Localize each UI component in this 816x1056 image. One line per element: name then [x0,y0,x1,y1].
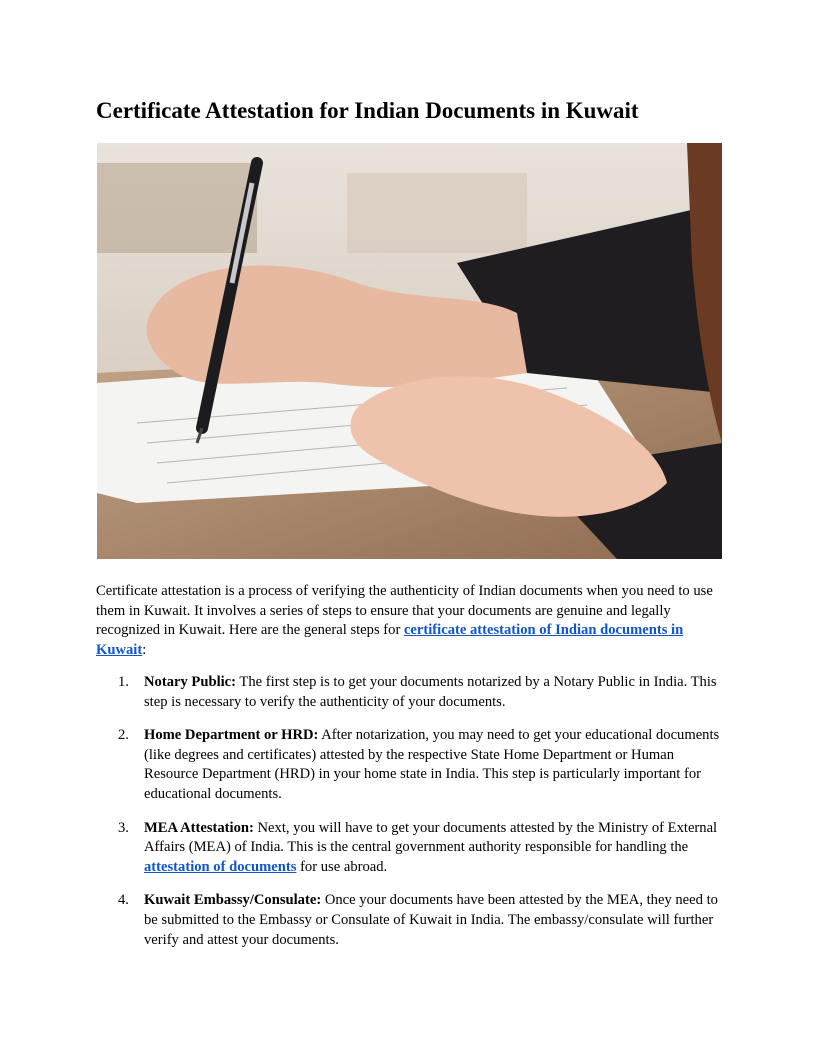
step-heading: MEA Attestation: [144,819,254,836]
list-item [96,819,722,878]
step-heading: Notary Public: [144,674,237,690]
steps-list [96,673,722,964]
page-title: Certificate Attestation for Indian Documents in Kuwait [96,98,639,123]
attestation-of-documents-link[interactable]: attestation of documents [144,858,297,875]
step-heading: Home Department or HRD: [144,727,319,744]
list-item [96,673,722,712]
intro-text: Certificate attestation is a process of verifying the authenticity of Indian documents when you need to use them in Kuwait. It involves a series of steps to ensure that your documents are genuine and legally recognized in Kuwait. Here are the general steps for [96,583,713,639]
step-text: After notarization, you may need to get your educational documents (like degrees and certificates) attested by the respective State Home Department or Human Resource Department (HRD) in your home state in India. This step is particularly important for educational documents. [144,727,720,802]
step-number: 2. [118,727,129,744]
list-item [96,891,722,950]
photo-hand-writing-form-icon [97,143,722,559]
step-text: Once your documents have been attested by the MEA, they need to be submitted to the Embassy or Consulate of Kuwait in India. The embassy/consulate will further verify and attest your documents. [144,892,718,948]
intro-text-end: : [142,641,147,658]
step-number: 1. [118,674,129,690]
step-heading: Kuwait Embassy/Consulate: [144,892,322,909]
step-number: 3. [118,819,129,836]
list-item [96,726,722,804]
step-number: 4. [118,892,129,909]
step-text: Next, you will have to get your documents attested by the Ministry of External Affairs (MEA) of India. This is the central government authority responsible for handling the [144,819,718,856]
certificate-attestation-link[interactable]: certificate attestation of Indian documents in Kuwait [96,622,684,658]
step-text-end: for use abroad. [296,858,388,875]
step-text: The first step is to get your documents notarized by a Notary Public in India. This step is necessary to verify the authenticity of your documents. [144,674,717,710]
intro-paragraph [96,582,722,660]
